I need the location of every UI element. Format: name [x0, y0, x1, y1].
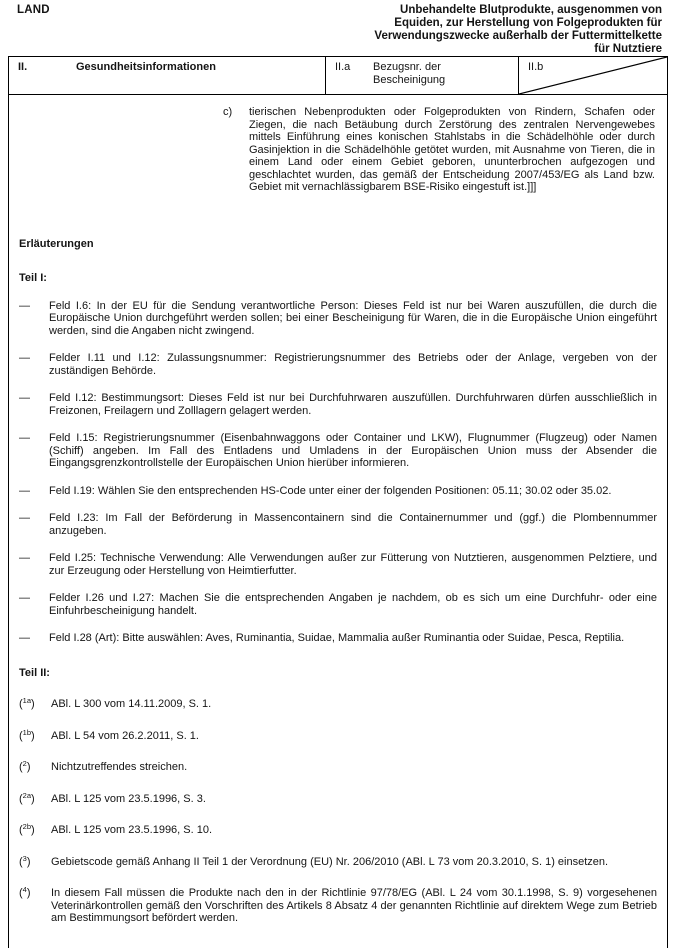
note-text: Felder I.11 und I.12: Zulassungsnummer: Registrierungsnummer des Betriebs oder der Anlage, vergeben von der zuständigen Behörde. — [49, 352, 657, 377]
dash-marker: — — [19, 392, 30, 404]
footnote-2b — [19, 824, 657, 837]
local-reference-code: II.b — [528, 61, 544, 73]
footnote-1b — [19, 727, 657, 743]
footnote-1a — [19, 698, 657, 711]
part2-code: II. — [18, 61, 28, 73]
paren-close: ) — [26, 855, 31, 868]
footnote-marker — [19, 790, 51, 806]
note-text: Feld I.28 (Art): Bitte auswählen: Aves, Ruminantia, Suidae, Mammalia außer Ruminantia oder Suidae, Pesca, Reptilia. — [49, 632, 625, 644]
footnote-superscript: 2 — [22, 759, 27, 768]
footnote-marker — [19, 853, 51, 869]
part1-heading: Teil I: — [19, 272, 47, 284]
clause-text: tierischen Nebenprodukten oder Folgeprodukten von Rindern, Schafen oder Ziegen, die nach Betäubung durch Zerstörung des zentralen Nervengewebes mittels Einführung eines konischen Stahlstabs in die Schädelhöhle oder durch Gasinjektion in die Schädelhöhle getötet wurden, mit Ausnahme von Tieren, die in einem Land oder einem Gebiet geboren, ununterbrochen aufgezogen und geschlachtet wurden, das gemäß der Entscheidung 2007/453/EG als Land bzw. Gebiet mit vernachlässigbarem BSE-Risiko eingestuft ist.]]] — [249, 106, 655, 193]
note-item-fields-i11-i12 — [19, 352, 657, 377]
reference-number-label: Bezugsnr. der Bescheinigung — [373, 61, 446, 86]
paren-open: ( — [19, 887, 23, 899]
footnote-text: ABl. L 125 vom 23.5.1996, S. 3. — [51, 792, 206, 805]
country-label: LAND — [17, 4, 50, 16]
note-item-field-i19 — [19, 485, 657, 498]
note-text: Feld I.25: Technische Verwendung: Alle Verwendungen außer zur Fütterung von Nutztieren, ausgenommen Pelztiere, und zur Erzeugung oder Herstellung von Heimtierfutter. — [49, 552, 657, 577]
document-header — [17, 4, 662, 56]
footnote-superscript: 2b — [22, 822, 32, 831]
footnote-2a — [19, 790, 657, 806]
clause-letter: c) — [223, 106, 233, 118]
reference-number-code: II.a — [335, 61, 351, 73]
footnote-text: Gebietscode gemäß Anhang II Teil 1 der Verordnung (EU) Nr. 206/2010 (ABl. L 73 vom 20.3.2010, S. 1) einsetzen. — [51, 855, 609, 868]
part2-header-cell — [9, 57, 326, 94]
certificate-title-line: Equiden, zur Herstellung von Folgeprodukten für — [394, 17, 662, 29]
footnote-marker — [19, 727, 51, 743]
certificate-title — [374, 4, 662, 56]
note-item-field-i28 — [19, 632, 657, 645]
footnote-2 — [19, 761, 657, 774]
paren-close: ) — [26, 761, 31, 773]
note-item-field-i12 — [19, 392, 657, 417]
certificate-title-line: Unbehandelte Blutprodukte, ausgenommen von — [400, 4, 662, 16]
footnote-text: ABl. L 300 vom 14.11.2009, S. 1. — [51, 698, 212, 710]
note-text: Felder I.26 und I.27: Machen Sie die entsprechenden Angaben je nachdem, ob es sich um eine Durchfuhr- oder eine Einfuhrbescheinigung handelt. — [49, 592, 657, 617]
paren-open: ( — [19, 729, 23, 742]
footnote-4 — [19, 887, 657, 925]
footnote-marker — [19, 887, 51, 925]
note-item-field-i15 — [19, 432, 657, 470]
footnote-marker — [19, 698, 51, 711]
paren-close: ) — [31, 792, 35, 805]
note-item-field-i6 — [19, 300, 657, 338]
dash-marker: — — [19, 352, 30, 364]
note-text: Feld I.15: Registrierungsnummer (Eisenbahnwaggons oder Container und LKW), Flugnummer (Flugzeug) oder Namen (Schiff) angeben. Im Fall des Entladens und Umladens in der Europäischen Union muss der Absender die Eingangsgrenzkontrollstelle der Europäischen Union hierüber informieren. — [49, 432, 657, 469]
health-information-body — [8, 95, 668, 948]
footnote-superscript: 1a — [22, 696, 32, 705]
footnote-marker — [19, 761, 51, 774]
paren-open: ( — [19, 824, 23, 836]
note-text: Feld I.6: In der EU für die Sendung verantwortliche Person: Dieses Feld ist nur bei Waren auszufüllen, die durch die Europäische Union durchgeführt werden sollen; bei einer Bescheinigung für Waren, die in die Europäische Union eingeführt werden, sind die Angaben nicht zwingend. — [49, 299, 657, 337]
part2-notes-heading: Teil II: — [19, 666, 50, 679]
certificate-title-line: für Nutztiere — [594, 43, 662, 55]
paren-close: ) — [31, 824, 35, 836]
dash-marker: — — [19, 484, 30, 497]
footnote-marker — [19, 824, 51, 837]
note-text: Feld I.19: Wählen Sie den entsprechenden HS-Code unter einer der folgenden Positionen: 05.11; 30.02 oder 35.02. — [49, 484, 612, 497]
note-item-field-i23 — [19, 512, 657, 537]
reference-number-cell — [326, 57, 519, 94]
paren-close: ) — [26, 887, 31, 899]
dash-marker: — — [19, 592, 30, 604]
certification-clause-c — [223, 106, 655, 194]
notes-heading: Erläuterungen — [19, 237, 94, 250]
paren-close: ) — [31, 698, 35, 710]
certificate-title-line: Verwendungszwecke außerhalb der Futtermittelkette — [374, 30, 662, 42]
note-text: Feld I.23: Im Fall der Beförderung in Massencontainern sind die Containernummer und (ggf.) die Plombennummer anzugeben. — [49, 512, 657, 537]
note-item-fields-i26-i27 — [19, 592, 657, 617]
part2-label: Gesundheitsinformationen — [76, 61, 216, 73]
footnote-superscript: 2a — [22, 790, 32, 800]
dash-marker: — — [19, 512, 30, 524]
note-item-field-i25 — [19, 552, 657, 577]
footnote-3 — [19, 853, 657, 869]
local-reference-cell — [519, 57, 667, 94]
paren-open: ( — [19, 792, 23, 805]
dash-marker: — — [19, 432, 30, 444]
diagonal-strikethrough-line — [519, 57, 667, 94]
footnote-superscript: 3 — [22, 853, 27, 863]
paren-close: ) — [31, 729, 35, 742]
footnote-text: ABl. L 125 vom 23.5.1996, S. 10. — [51, 824, 213, 836]
paren-open: ( — [19, 761, 23, 773]
dash-marker: — — [19, 552, 30, 564]
paren-open: ( — [19, 698, 23, 710]
paren-open: ( — [19, 855, 23, 868]
footnote-superscript: 4 — [22, 885, 27, 894]
footnote-text: ABl. L 54 vom 26.2.2011, S. 1. — [51, 729, 199, 742]
dash-marker: — — [19, 632, 30, 644]
note-text: Feld I.12: Bestimmungsort: Dieses Feld ist nur bei Durchfuhrwaren auszufüllen. Durchfuhrwaren dürfen ausschließlich in Freizonen, Freilagern und Zolllagern gelagert werden. — [49, 392, 657, 417]
footnote-text: Nichtzutreffendes streichen. — [51, 761, 188, 773]
footnote-superscript: 1b — [22, 727, 32, 737]
section-header-row — [8, 56, 668, 95]
footnote-text: In diesem Fall müssen die Produkte nach den in der Richtlinie 97/78/EG (ABl. L 24 vom 30.1.1998, S. 9) vorgesehenen Veterinärkontrollen gemäß den Vorschriften des Artikels 8 Absatz 4 der genannten Richtlinie auf direktem Wege zum Betrieb am Bestimmungsort befördert werden. — [51, 887, 657, 924]
dash-marker: — — [19, 299, 30, 312]
